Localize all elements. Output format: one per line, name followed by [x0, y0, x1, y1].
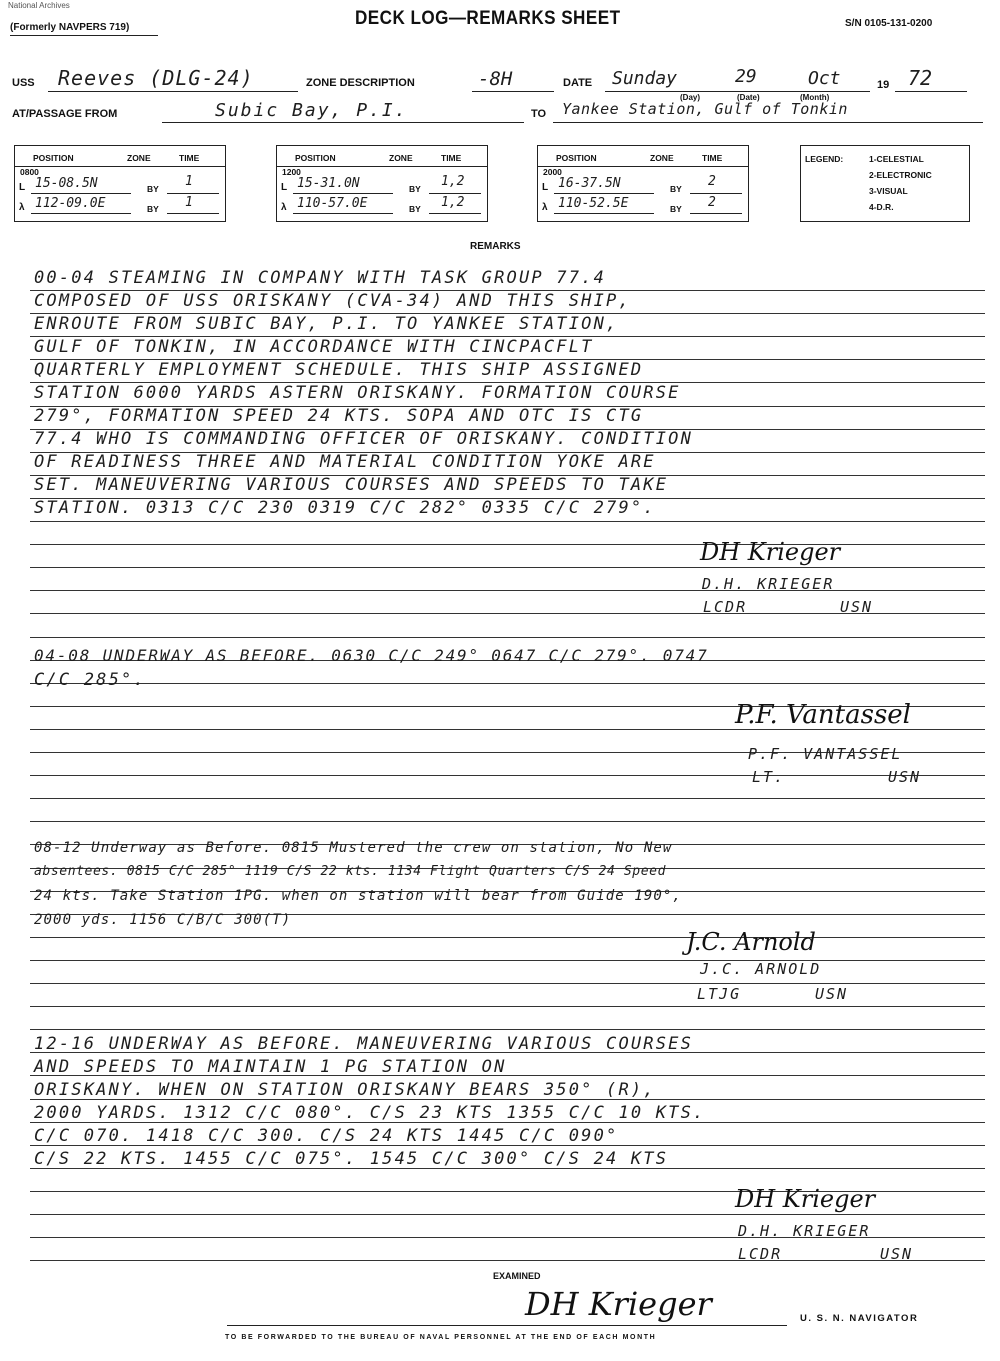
officer-name: J.C. ARNOLD	[700, 960, 822, 978]
longitude-value: 112-09.0E	[35, 196, 106, 211]
remarks-line: 12-16 UNDERWAY AS BEFORE. MANEUVERING VARIOUS COURSES	[34, 1034, 694, 1054]
latitude-by: 1	[185, 174, 193, 189]
remarks-line: 08-12 Underway as Before. 0815 Mustered the crew on station, No New	[34, 840, 673, 856]
remarks-line: ORISKANY. WHEN ON STATION ORISKANY BEARS 350° (R),	[34, 1080, 656, 1100]
latitude-by-label: BY	[409, 184, 421, 194]
officer-rank: LT.	[752, 768, 786, 786]
remarks-line: STATION. 0313 C/C 230 0319 C/C 282° 0335 C/C 279°.	[34, 498, 656, 518]
ruled-line	[30, 821, 985, 822]
legend-item: 4-D.R.	[869, 202, 894, 212]
position-time: 0800	[20, 167, 39, 177]
longitude-by: 1,2	[441, 195, 465, 210]
officer-signature: DH Krieger	[700, 538, 841, 566]
longitude-value: 110-52.5E	[558, 196, 629, 211]
longitude-underline	[554, 213, 654, 214]
legend-box	[800, 145, 970, 222]
remarks-line: absentees. 0815 C/C 285° 1119 C/S 22 kts. 1134 Flight Quarters C/S 24 Speed	[34, 864, 666, 879]
officer-rank: LCDR	[738, 1245, 783, 1263]
date-underline	[605, 91, 870, 92]
date-day: Sunday	[612, 68, 678, 89]
navigator-signature: DH Krieger	[525, 1285, 712, 1323]
zone-label: ZONE DESCRIPTION	[306, 77, 415, 89]
officer-rank: LTJG	[697, 985, 742, 1003]
longitude-by: 1	[185, 195, 193, 210]
position-box-header	[538, 146, 748, 167]
officer-signature: P.F. Vantassel	[735, 700, 911, 730]
officer-signature: DH Krieger	[735, 1185, 876, 1213]
remarks-line: OF READINESS THREE AND MATERIAL CONDITION YOKE ARE	[34, 452, 656, 472]
latitude-underline	[554, 193, 654, 194]
to-label: TO	[531, 108, 547, 120]
officer-name: D.H. KRIEGER	[702, 575, 835, 593]
remarks-line: C/C 070. 1418 C/C 300. C/S 24 KTS 1445 C/C 090°	[34, 1126, 619, 1146]
remarks-line: ENROUTE FROM SUBIC BAY, P.I. TO YANKEE STATION,	[34, 314, 619, 334]
ruled-line	[30, 798, 985, 799]
remarks-line: SET. MANEUVERING VARIOUS COURSES AND SPEEDS TO TAKE	[34, 475, 669, 495]
ruled-line	[30, 1029, 985, 1030]
ruled-line	[30, 544, 985, 545]
passage-to: Yankee Station, Gulf of Tonkin	[562, 100, 848, 118]
header-time: TIME	[441, 153, 462, 163]
position-box-header	[277, 146, 487, 167]
longitude-prefix: λ	[542, 202, 548, 213]
year-value: 72	[908, 66, 933, 90]
latitude-by: 2	[708, 174, 716, 189]
year-underline	[895, 91, 967, 92]
longitude-prefix: λ	[19, 202, 25, 213]
formerly-label: (Formerly NAVPERS 719)	[10, 22, 130, 33]
zone-underline	[472, 91, 554, 92]
stock-number: S/N 0105-131-0200	[845, 18, 933, 29]
header-zone: ZONE	[389, 153, 413, 163]
latitude-underline	[31, 193, 131, 194]
longitude-by-underline	[429, 213, 481, 214]
remarks-line: 2000 YARDS. 1312 C/C 080°. C/S 23 KTS 1355 C/C 10 KTS.	[34, 1103, 706, 1123]
remarks-line: COMPOSED OF USS ORISKANY (CVA-34) AND THIS SHIP,	[34, 291, 631, 311]
officer-name: P.F. VANTASSEL	[748, 745, 903, 763]
longitude-by-label: BY	[147, 204, 159, 214]
ruled-line	[30, 521, 985, 522]
latitude-by-underline	[167, 193, 219, 194]
forwarding-note: TO BE FORWARDED TO THE BUREAU OF NAVAL PERSONNEL AT THE END OF EACH MONTH	[225, 1334, 657, 1341]
latitude-by-label: BY	[670, 184, 682, 194]
month-caption: (Month)	[800, 93, 830, 102]
ruled-line	[30, 590, 985, 591]
latitude-value: 15-08.5N	[35, 176, 98, 191]
remarks-line: QUARTERLY EMPLOYMENT SCHEDULE. THIS SHIP ASSIGNED	[34, 360, 644, 380]
document-title: DECK LOG—REMARKS SHEET	[355, 8, 621, 29]
longitude-prefix: λ	[281, 202, 287, 213]
header-position: POSITION	[295, 153, 336, 163]
remarks-line: STATION 6000 YARDS ASTERN ORISKANY. FORMATION COURSE	[34, 383, 681, 403]
from-underline	[162, 122, 524, 123]
remarks-line: GULF OF TONKIN, IN ACCORDANCE WITH CINCPACFLT	[34, 337, 594, 357]
legend-item: 2-ELECTRONIC	[869, 170, 932, 180]
longitude-by: 2	[708, 195, 716, 210]
remarks-line: 00-04 STEAMING IN COMPANY WITH TASK GROUP 77.4	[34, 268, 607, 288]
officer-service: USN	[888, 768, 922, 786]
header-time: TIME	[179, 153, 200, 163]
ruled-line	[30, 683, 985, 684]
officer-service: USN	[880, 1245, 914, 1263]
position-time: 2000	[543, 167, 562, 177]
officer-service: USN	[815, 985, 849, 1003]
remarks-line: 77.4 WHO IS COMMANDING OFFICER OF ORISKANY. CONDITION	[34, 429, 694, 449]
latitude-by: 1,2	[441, 174, 465, 189]
latitude-prefix: L	[281, 182, 288, 193]
position-time: 1200	[282, 167, 301, 177]
longitude-by-underline	[690, 213, 742, 214]
ruled-line	[30, 1214, 985, 1215]
remarks-line: 24 kts. Take Station 1PG. when on station will bear from Guide 190°,	[34, 888, 682, 904]
to-underline	[553, 122, 983, 123]
date-month: Oct	[808, 68, 841, 89]
latitude-underline	[293, 193, 393, 194]
legend-label: LEGEND:	[805, 154, 844, 164]
header-position: POSITION	[33, 153, 74, 163]
day-caption: (Day)	[680, 93, 701, 102]
ship-name: Reeves (DLG-24)	[58, 66, 254, 90]
longitude-underline	[31, 213, 131, 214]
examined-label: EXAMINED	[493, 1271, 541, 1281]
longitude-value: 110-57.0E	[297, 196, 368, 211]
passage-label: AT/PASSAGE FROM	[12, 108, 118, 120]
passage-from: Subic Bay, P.I.	[215, 100, 408, 121]
officer-service: USN	[840, 598, 874, 616]
position-box-1200	[276, 145, 488, 222]
uss-label: USS	[12, 77, 35, 89]
date-label: DATE	[563, 77, 593, 89]
date-number: 29	[735, 66, 757, 87]
legend-item: 3-VISUAL	[869, 186, 908, 196]
latitude-by-underline	[429, 193, 481, 194]
ruled-line	[30, 1260, 985, 1261]
position-box-2000	[537, 145, 749, 222]
officer-signature: J.C. Arnold	[686, 928, 816, 956]
remarks-line: AND SPEEDS TO MAINTAIN 1 PG STATION ON	[34, 1057, 507, 1077]
ruled-line	[30, 637, 985, 638]
archive-stamp: National Archives	[8, 1, 70, 10]
remarks-line: 2000 yds. 1156 C/B/C 300(T)	[34, 912, 292, 928]
zone-value: -8H	[478, 68, 513, 90]
position-box-0800	[14, 145, 226, 222]
ruled-line	[30, 960, 985, 961]
ruled-line	[30, 775, 985, 776]
examined-signature-line	[227, 1325, 787, 1326]
remarks-line: 279°, FORMATION SPEED 24 KTS. SOPA AND OTC IS CTG	[34, 406, 644, 426]
header-zone: ZONE	[127, 153, 151, 163]
header-zone: ZONE	[650, 153, 674, 163]
header-time: TIME	[702, 153, 723, 163]
ruled-line	[30, 567, 985, 568]
longitude-by-underline	[167, 213, 219, 214]
latitude-prefix: L	[19, 182, 26, 193]
ruled-line	[30, 937, 985, 938]
remarks-line: 04-08 UNDERWAY AS BEFORE. 0630 C/C 249° 0647 C/C 279°. 0747	[34, 646, 709, 665]
ship-underline	[48, 91, 298, 92]
legend-item: 1-CELESTIAL	[869, 154, 924, 164]
remarks-line: C/C 285°.	[34, 670, 146, 690]
formerly-underline	[10, 35, 158, 36]
header-position: POSITION	[556, 153, 597, 163]
navigator-label: U. S. N. NAVIGATOR	[800, 1313, 919, 1324]
officer-rank: LCDR	[703, 598, 748, 616]
year-prefix: 19	[877, 79, 890, 91]
latitude-prefix: L	[542, 182, 549, 193]
latitude-by-underline	[690, 193, 742, 194]
position-box-header	[15, 146, 225, 167]
latitude-value: 16-37.5N	[558, 176, 621, 191]
officer-name: D.H. KRIEGER	[738, 1222, 871, 1240]
remarks-line: C/S 22 KTS. 1455 C/C 075°. 1545 C/C 300° C/S 24 KTS	[34, 1149, 669, 1169]
latitude-by-label: BY	[147, 184, 159, 194]
remarks-title: REMARKS	[470, 241, 521, 252]
latitude-value: 15-31.0N	[297, 176, 360, 191]
longitude-underline	[293, 213, 393, 214]
ruled-line	[30, 983, 985, 984]
date-caption: (Date)	[737, 93, 760, 102]
longitude-by-label: BY	[409, 204, 421, 214]
ruled-line	[30, 1006, 985, 1007]
longitude-by-label: BY	[670, 204, 682, 214]
